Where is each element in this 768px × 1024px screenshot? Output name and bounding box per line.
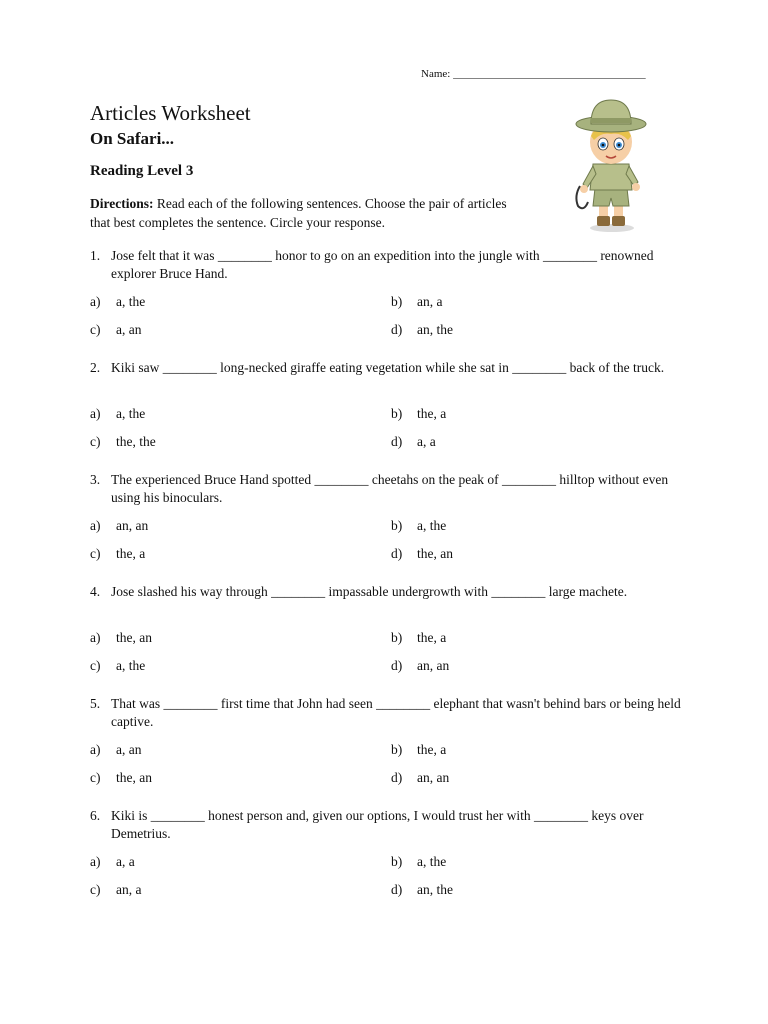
option-b[interactable] bbox=[391, 406, 446, 422]
question-text: Kiki saw ________ long-necked giraffe eating vegetation while she sat in ________ back of the truck. bbox=[111, 360, 665, 375]
option-b[interactable] bbox=[391, 294, 442, 310]
option-text: the, a bbox=[116, 546, 146, 561]
worksheet-subtitle: On Safari... bbox=[90, 129, 175, 148]
option-letter: d) bbox=[391, 434, 403, 449]
question-text: That was ________ first time that John had seen ________ elephant that wasn't behind bars or being held captive. bbox=[111, 696, 681, 729]
question-number: 3. bbox=[90, 472, 101, 487]
option-d[interactable] bbox=[391, 546, 453, 562]
option-b[interactable] bbox=[391, 518, 446, 534]
option-letter: b) bbox=[391, 630, 403, 645]
option-letter: a) bbox=[90, 630, 101, 645]
option-text: an, a bbox=[417, 294, 443, 309]
question-number: 4. bbox=[90, 584, 101, 599]
question-number: 2. bbox=[90, 360, 101, 375]
option-d[interactable] bbox=[391, 882, 453, 898]
question-5 bbox=[90, 695, 690, 807]
option-letter: d) bbox=[391, 882, 403, 897]
question-number: 6. bbox=[90, 808, 101, 823]
option-letter: c) bbox=[90, 434, 101, 449]
option-c[interactable] bbox=[90, 322, 141, 338]
directions-label: Directions: bbox=[90, 196, 154, 211]
option-letter: b) bbox=[391, 294, 403, 309]
option-text: a, the bbox=[116, 658, 146, 673]
question-6 bbox=[90, 807, 690, 919]
option-text: the, an bbox=[116, 630, 152, 645]
option-letter: c) bbox=[90, 770, 101, 785]
option-b[interactable] bbox=[391, 742, 446, 758]
option-text: a, the bbox=[417, 854, 447, 869]
question-text: Jose felt that it was ________ honor to go on an expedition into the jungle with ________ renowned explorer Bruce Hand. bbox=[111, 248, 654, 281]
option-text: a, an bbox=[116, 742, 142, 757]
option-text: a, a bbox=[417, 434, 436, 449]
option-text: an, the bbox=[417, 322, 453, 337]
option-text: an, an bbox=[116, 518, 149, 533]
option-a[interactable] bbox=[90, 406, 145, 422]
safari-explorer-boy-icon bbox=[566, 94, 656, 234]
option-text: a, the bbox=[417, 518, 447, 533]
name-field[interactable] bbox=[421, 68, 646, 80]
option-text: an, an bbox=[417, 658, 450, 673]
option-letter: d) bbox=[391, 770, 403, 785]
question-number: 5. bbox=[90, 696, 101, 711]
option-c[interactable] bbox=[90, 770, 152, 786]
option-c[interactable] bbox=[90, 658, 145, 674]
option-d[interactable] bbox=[391, 434, 436, 450]
question-1 bbox=[90, 247, 690, 359]
option-b[interactable] bbox=[391, 854, 446, 870]
question-text: Kiki is ________ honest person and, given our options, I would trust her with ________ keys over Demetrius. bbox=[111, 808, 644, 841]
name-blank: ___________________________________ bbox=[453, 68, 646, 80]
option-letter: b) bbox=[391, 406, 403, 421]
reading-level: Reading Level 3 bbox=[90, 163, 194, 179]
option-letter: b) bbox=[391, 854, 403, 869]
option-letter: c) bbox=[90, 658, 101, 673]
option-text: the, a bbox=[417, 742, 447, 757]
option-letter: d) bbox=[391, 322, 403, 337]
option-a[interactable] bbox=[90, 630, 152, 646]
option-d[interactable] bbox=[391, 770, 449, 786]
option-text: an, an bbox=[417, 770, 450, 785]
option-letter: b) bbox=[391, 518, 403, 533]
option-a[interactable] bbox=[90, 294, 145, 310]
option-b[interactable] bbox=[391, 630, 446, 646]
question-text: Jose slashed his way through ________ impassable undergrowth with ________ large machete. bbox=[111, 584, 628, 599]
option-letter: a) bbox=[90, 742, 101, 757]
question-text: The experienced Bruce Hand spotted ________ cheetahs on the peak of ________ hilltop without even using his binoculars. bbox=[111, 472, 669, 505]
option-text: a, the bbox=[116, 294, 146, 309]
option-d[interactable] bbox=[391, 322, 453, 338]
option-d[interactable] bbox=[391, 658, 449, 674]
question-list bbox=[90, 247, 690, 919]
option-text: the, an bbox=[116, 770, 152, 785]
option-text: the, a bbox=[417, 630, 447, 645]
question-number: 1. bbox=[90, 248, 101, 263]
question-3 bbox=[90, 471, 690, 583]
option-text: an, the bbox=[417, 882, 453, 897]
option-letter: c) bbox=[90, 322, 101, 337]
option-text: an, a bbox=[116, 882, 142, 897]
option-letter: a) bbox=[90, 854, 101, 869]
option-letter: a) bbox=[90, 406, 101, 421]
directions bbox=[90, 194, 520, 232]
option-c[interactable] bbox=[90, 434, 156, 450]
option-letter: d) bbox=[391, 658, 403, 673]
name-label: Name: bbox=[421, 68, 451, 80]
directions-text: Read each of the following sentences. Choose the pair of articles that best completes the sentence. Circle your response. bbox=[90, 196, 507, 230]
option-c[interactable] bbox=[90, 546, 145, 562]
option-letter: c) bbox=[90, 546, 101, 561]
option-letter: a) bbox=[90, 294, 101, 309]
option-text: the, an bbox=[417, 546, 453, 561]
option-a[interactable] bbox=[90, 742, 141, 758]
option-letter: a) bbox=[90, 518, 101, 533]
option-text: the, the bbox=[116, 434, 156, 449]
option-text: the, a bbox=[417, 406, 447, 421]
option-c[interactable] bbox=[90, 882, 141, 898]
option-text: a, the bbox=[116, 406, 146, 421]
option-a[interactable] bbox=[90, 518, 148, 534]
option-a[interactable] bbox=[90, 854, 135, 870]
worksheet-title: Articles Worksheet bbox=[90, 101, 251, 125]
option-letter: b) bbox=[391, 742, 403, 757]
question-2 bbox=[90, 359, 690, 471]
option-text: a, a bbox=[116, 854, 135, 869]
question-4 bbox=[90, 583, 690, 695]
option-letter: d) bbox=[391, 546, 403, 561]
option-text: a, an bbox=[116, 322, 142, 337]
option-letter: c) bbox=[90, 882, 101, 897]
